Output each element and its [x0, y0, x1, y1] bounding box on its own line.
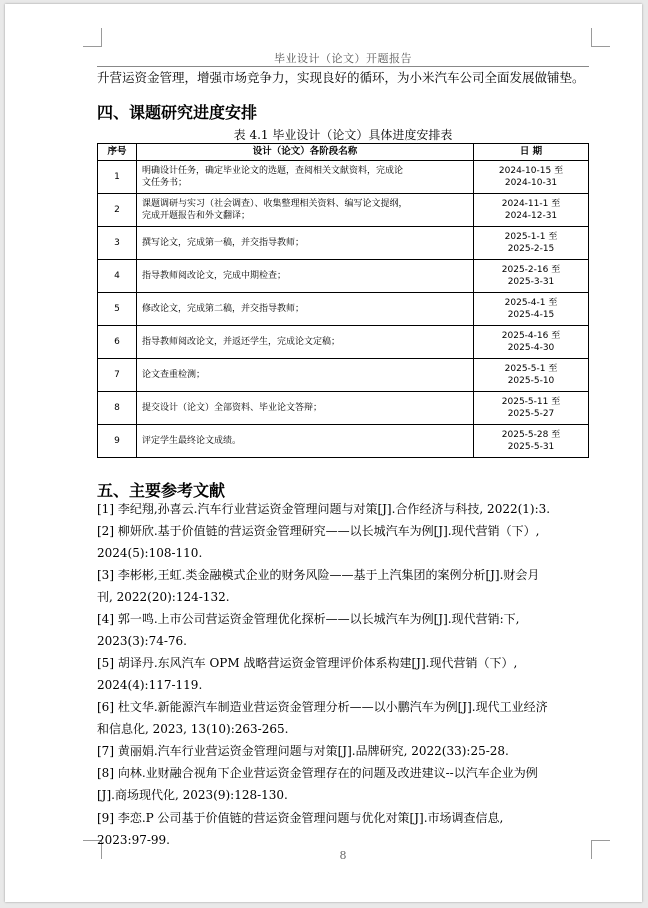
reference-continuation: 2024(4):117-119. — [97, 678, 203, 692]
reference-entry: [3] 李彬彬,王虹.类金融模式企业的财务风险——基于上汽集团的案例分析[J].财会月 — [97, 568, 540, 582]
task-text: 指导教师阅改论文，完成中期检查； — [142, 271, 287, 281]
document-page — [5, 4, 642, 902]
schedule-table — [97, 143, 589, 458]
task-cell — [137, 326, 474, 359]
date-text: 2025-2-15 — [507, 244, 555, 254]
task-cell — [137, 260, 474, 293]
date-text: 2025-5-11 至 — [501, 397, 561, 407]
date-cell — [474, 227, 589, 260]
date-cell — [474, 161, 589, 194]
date-cell — [474, 194, 589, 227]
date-text: 2025-3-31 — [507, 277, 555, 287]
reference-continuation: [J].商场现代化, 2023(9):128-130. — [97, 788, 288, 802]
date-text: 2024-12-31 — [504, 211, 558, 221]
date-text: 2024-10-15 至 — [498, 166, 564, 176]
date-text: 2024-11-1 至 — [501, 199, 561, 209]
task-cell — [137, 425, 474, 458]
reference-entry: [6] 杜文华.新能源汽车制造业营运资金管理分析——以小鹏汽车为例[J].现代工业经济 — [97, 700, 548, 714]
table-row — [98, 425, 589, 458]
date-cell — [474, 326, 589, 359]
table-row — [98, 392, 589, 425]
row-number: 7 — [98, 359, 137, 392]
row-number: 9 — [98, 425, 137, 458]
date-text: 2024-10-31 — [504, 178, 558, 188]
table-row — [98, 359, 589, 392]
column-header-task: 设计（论文）各阶段名称 — [137, 144, 474, 161]
row-number: 2 — [98, 194, 137, 227]
section5-heading: 五、主要参考文献 — [97, 481, 226, 500]
task-cell — [137, 227, 474, 260]
table-row — [98, 161, 589, 194]
margin-mark-bottom-right — [591, 840, 610, 859]
reference-entry: [2] 柳妍欣.基于价值链的营运资金管理研究——以长城汽车为例[J].现代营销（下）, — [97, 524, 540, 538]
task-cell — [137, 392, 474, 425]
reference-continuation: 和信息化, 2023, 13(10):263-265. — [97, 722, 289, 736]
reference-entry: [5] 胡译丹.东风汽车 OPM 战略营运资金管理评价体系构建[J].现代营销（下）, — [97, 656, 518, 670]
date-text: 2025-4-30 — [507, 343, 555, 353]
column-header-no: 序号 — [98, 144, 137, 161]
page-number: 8 — [339, 849, 347, 862]
task-text: 课题调研与实习（社会调查）、收集整理相关资料、编写论文提纲， — [142, 199, 408, 209]
row-number: 4 — [98, 260, 137, 293]
task-text: 论文查重检测； — [142, 370, 206, 380]
task-text: 修改论文，完成第二稿，并交指导教师； — [142, 304, 305, 314]
date-cell — [474, 260, 589, 293]
reference-entry: [9] 李恋.P 公司基于价值链的营运资金管理问题与优化对策[J].市场调查信息, — [97, 811, 504, 825]
date-text: 2025-5-10 — [507, 376, 555, 386]
date-text: 2025-1-1 至 — [504, 232, 558, 242]
date-text: 2025-5-28 至 — [501, 430, 561, 440]
task-text: 指导教师阅改论文，并返还学生，完成论文定稿； — [142, 337, 341, 347]
date-text: 2025-5-27 — [507, 409, 555, 419]
header-rule — [97, 66, 589, 67]
table-caption: 表 4.1 毕业设计（论文）具体进度安排表 — [233, 128, 453, 142]
date-cell — [474, 425, 589, 458]
date-text: 2025-4-16 至 — [501, 331, 561, 341]
margin-mark-top-right — [591, 28, 610, 47]
task-cell — [137, 161, 474, 194]
row-number: 5 — [98, 293, 137, 326]
row-number: 6 — [98, 326, 137, 359]
date-cell — [474, 392, 589, 425]
date-text: 2025-2-16 至 — [501, 265, 561, 275]
reference-continuation: 刊, 2022(20):124-132. — [97, 590, 230, 604]
reference-entry: [8] 向林.业财融合视角下企业营运资金管理存在的问题及改进建议--以汽车企业为例 — [97, 766, 538, 780]
reference-continuation: 2023:97-99. — [97, 833, 170, 847]
table-row — [98, 260, 589, 293]
reference-continuation: 2023(3):74-76. — [97, 634, 187, 648]
date-text: 2025-5-31 — [507, 442, 555, 452]
date-text: 2025-4-1 至 — [504, 298, 558, 308]
task-text: 明确设计任务，确定毕业论文的选题，查阅相关文献资料，完成论 — [142, 166, 404, 176]
table-header-row — [98, 144, 589, 161]
task-text: 提交设计（论文）全部资料、毕业论文答辩； — [142, 403, 323, 413]
reference-entry: [7] 黄丽娟.汽车行业营运资金管理问题与对策[J].品牌研究, 2022(33):25-28. — [97, 744, 509, 758]
reference-entry: [4] 郭一鸣.上市公司营运资金管理优化探析——以长城汽车为例[J].现代营销:下, — [97, 612, 520, 626]
table-row — [98, 293, 589, 326]
task-cell — [137, 359, 474, 392]
date-cell — [474, 293, 589, 326]
reference-entry: [1] 李纪翔,孙喜云.汽车行业营运资金管理问题与对策[J].合作经济与科技, 2022(1):3. — [97, 502, 551, 516]
table-row — [98, 194, 589, 227]
table-row — [98, 326, 589, 359]
reference-continuation: 2024(5):108-110. — [97, 546, 203, 560]
date-cell — [474, 359, 589, 392]
task-cell — [137, 194, 474, 227]
margin-mark-top-left — [83, 28, 102, 47]
row-number: 1 — [98, 161, 137, 194]
task-text: 撰写论文，完成第一稿，并交指导教师； — [142, 238, 305, 248]
column-header-date: 日 期 — [474, 144, 589, 161]
task-text: 评定学生最终论文成绩。 — [142, 436, 242, 446]
intro-line: 升营运资金管理，增强市场竞争力，实现良好的循环，为小米汽车公司全面发展做铺垫。 — [97, 70, 585, 85]
date-text: 2025-4-15 — [507, 310, 555, 320]
running-header: 毕业设计（论文）开题报告 — [274, 52, 412, 65]
section4-heading: 四、课题研究进度安排 — [97, 103, 258, 122]
table-row — [98, 227, 589, 260]
task-text: 完成开题报告和外文翻译； — [142, 211, 251, 221]
task-cell — [137, 293, 474, 326]
row-number: 3 — [98, 227, 137, 260]
row-number: 8 — [98, 392, 137, 425]
date-text: 2025-5-1 至 — [504, 364, 558, 374]
task-text: 文任务书； — [142, 178, 188, 188]
